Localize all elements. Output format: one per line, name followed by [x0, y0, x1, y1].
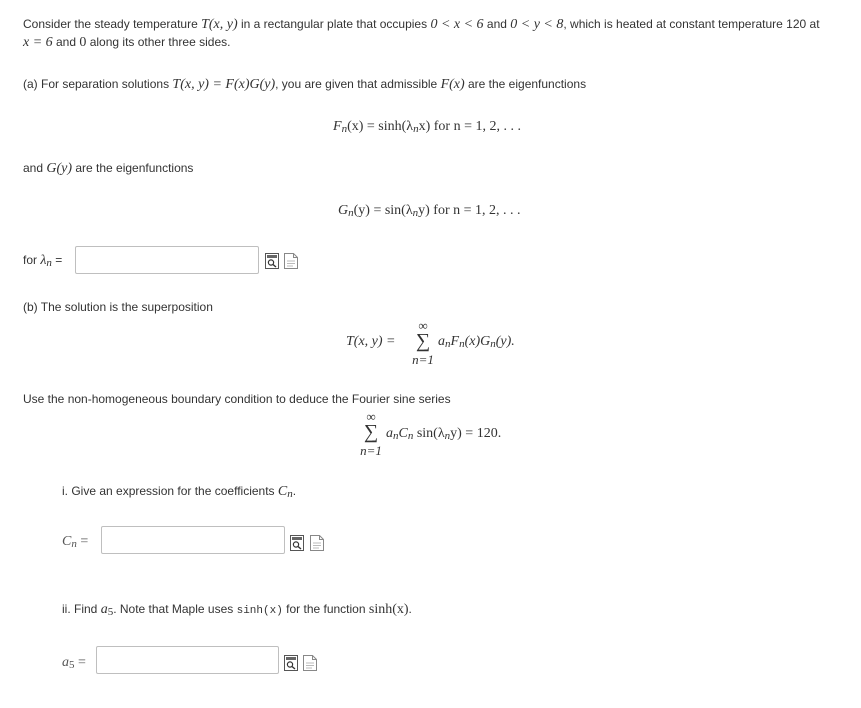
part-a-text: , you are given that admissible	[275, 77, 441, 91]
math-text: (x)G	[464, 334, 491, 349]
math-F: F	[450, 334, 460, 349]
a5-label	[62, 655, 86, 671]
maple-code: sinh(x)	[236, 605, 283, 617]
intro-text: and	[52, 35, 80, 49]
math-sinh: sinh(x)	[368, 602, 409, 617]
text: =	[51, 253, 63, 267]
math-C: C	[62, 534, 72, 549]
use-boundary-text: Use the non-homogeneous boundary condition to deduce the Fourier sine series	[23, 392, 451, 406]
math-x-eq: x = 6	[23, 35, 53, 50]
intro-text: and	[483, 17, 511, 31]
math-F: F	[333, 119, 342, 134]
intro-line-2	[23, 35, 230, 51]
math-text: y) = 120.	[450, 426, 502, 441]
math-a: a	[62, 655, 69, 670]
lambda-input[interactable]	[75, 246, 259, 274]
math-sub-n: n	[287, 488, 293, 500]
series-lower-limit: n=1	[360, 443, 382, 458]
sum-upper-limit: ∞	[418, 318, 428, 333]
math-F-x: F(x)	[440, 77, 465, 92]
math-text: (y) = sin(λ	[353, 203, 413, 218]
intro-text: , which is heated at constant temperature 120 at	[563, 17, 820, 31]
G-eigenfunction-equation	[338, 203, 521, 219]
math-text: y) for n = 1, 2, . . .	[418, 203, 521, 218]
math-text: (x) = sinh(λ	[347, 119, 414, 134]
math-sub-5: 5	[107, 606, 114, 618]
text: i. Give an expression for the coefficients	[62, 484, 278, 498]
text: ii. Find	[62, 602, 101, 616]
math-a: a	[386, 426, 393, 441]
math-T-xy: T(x, y)	[201, 17, 238, 32]
series-upper-limit: ∞	[366, 409, 376, 424]
math-sub-n: n	[459, 338, 465, 350]
part-i-text	[62, 484, 296, 500]
math-G: G	[338, 203, 349, 218]
math-sub-n: n	[413, 123, 419, 135]
math-C: C	[398, 426, 408, 441]
math-text: x) for n = 1, 2, . . .	[418, 119, 521, 134]
math-separation: T(x, y) = F(x)G(y)	[172, 77, 276, 92]
math-sub-n: n	[445, 338, 451, 350]
and-G-text	[23, 161, 193, 177]
text: for the function	[282, 602, 369, 616]
intro-line-1	[23, 17, 820, 33]
math-text: (y).	[495, 334, 515, 349]
part-b-text: (b) The solution is the superposition	[23, 300, 213, 314]
math-sub-n: n	[444, 430, 451, 442]
sum-lhs	[346, 334, 396, 350]
help-document-icon[interactable]	[310, 535, 324, 551]
text: . Note that Maple uses	[113, 602, 237, 616]
math-sub-n: n	[341, 123, 348, 135]
help-document-icon[interactable]	[303, 655, 317, 671]
math-T-eq: T(x, y) =	[346, 334, 396, 349]
intro-text: Consider the steady temperature	[23, 17, 202, 31]
math-y-range: 0 < y < 8	[510, 17, 564, 32]
a5-input[interactable]	[96, 646, 279, 674]
math-eq: =	[80, 534, 89, 549]
help-document-icon[interactable]	[284, 253, 298, 269]
math-x-range: 0 < x < 6	[430, 17, 484, 32]
math-eq: =	[78, 655, 86, 670]
math-lambda: λ	[40, 253, 47, 268]
math-sub-n: n	[71, 538, 77, 550]
lambda-label	[23, 253, 62, 269]
preview-icon[interactable]	[290, 535, 304, 551]
Cn-label	[62, 534, 88, 550]
preview-icon[interactable]	[265, 253, 279, 269]
math-sub-n: n	[393, 430, 399, 442]
math-a: a	[100, 602, 108, 617]
text: are the eigenfunctions	[72, 161, 194, 175]
preview-icon[interactable]	[284, 655, 298, 671]
math-a: a	[438, 334, 445, 349]
math-sub-n: n	[407, 430, 414, 442]
math-zero: 0	[79, 35, 87, 50]
math-sub-5: 5	[69, 659, 75, 671]
math-sub-n: n	[348, 207, 354, 219]
sum-lower-limit: n=1	[412, 352, 434, 367]
intro-text: along its other three sides.	[86, 35, 231, 49]
text: .	[292, 484, 297, 498]
F-eigenfunction-equation	[333, 119, 521, 135]
math-sub-n: n	[490, 338, 496, 350]
text: .	[408, 602, 412, 616]
sum-symbol: ∑	[415, 330, 431, 352]
text: and	[23, 161, 47, 175]
text: for	[23, 253, 41, 267]
math-text: sin(λ	[413, 426, 445, 441]
series-body	[386, 426, 501, 442]
Cn-input[interactable]	[101, 526, 285, 554]
part-a-intro	[23, 77, 586, 93]
part-a-text: are the eigenfunctions	[464, 77, 587, 91]
math-G-y: G(y)	[46, 161, 73, 176]
math-C: C	[277, 484, 288, 499]
series-symbol: ∑	[363, 421, 379, 443]
part-ii-text	[62, 602, 412, 618]
part-a-text: (a) For separation solutions	[23, 77, 173, 91]
math-sub-n: n	[46, 257, 52, 269]
sum-body	[438, 334, 515, 350]
intro-text: in a rectangular plate that occupies	[237, 17, 431, 31]
math-sub-n: n	[412, 207, 419, 219]
